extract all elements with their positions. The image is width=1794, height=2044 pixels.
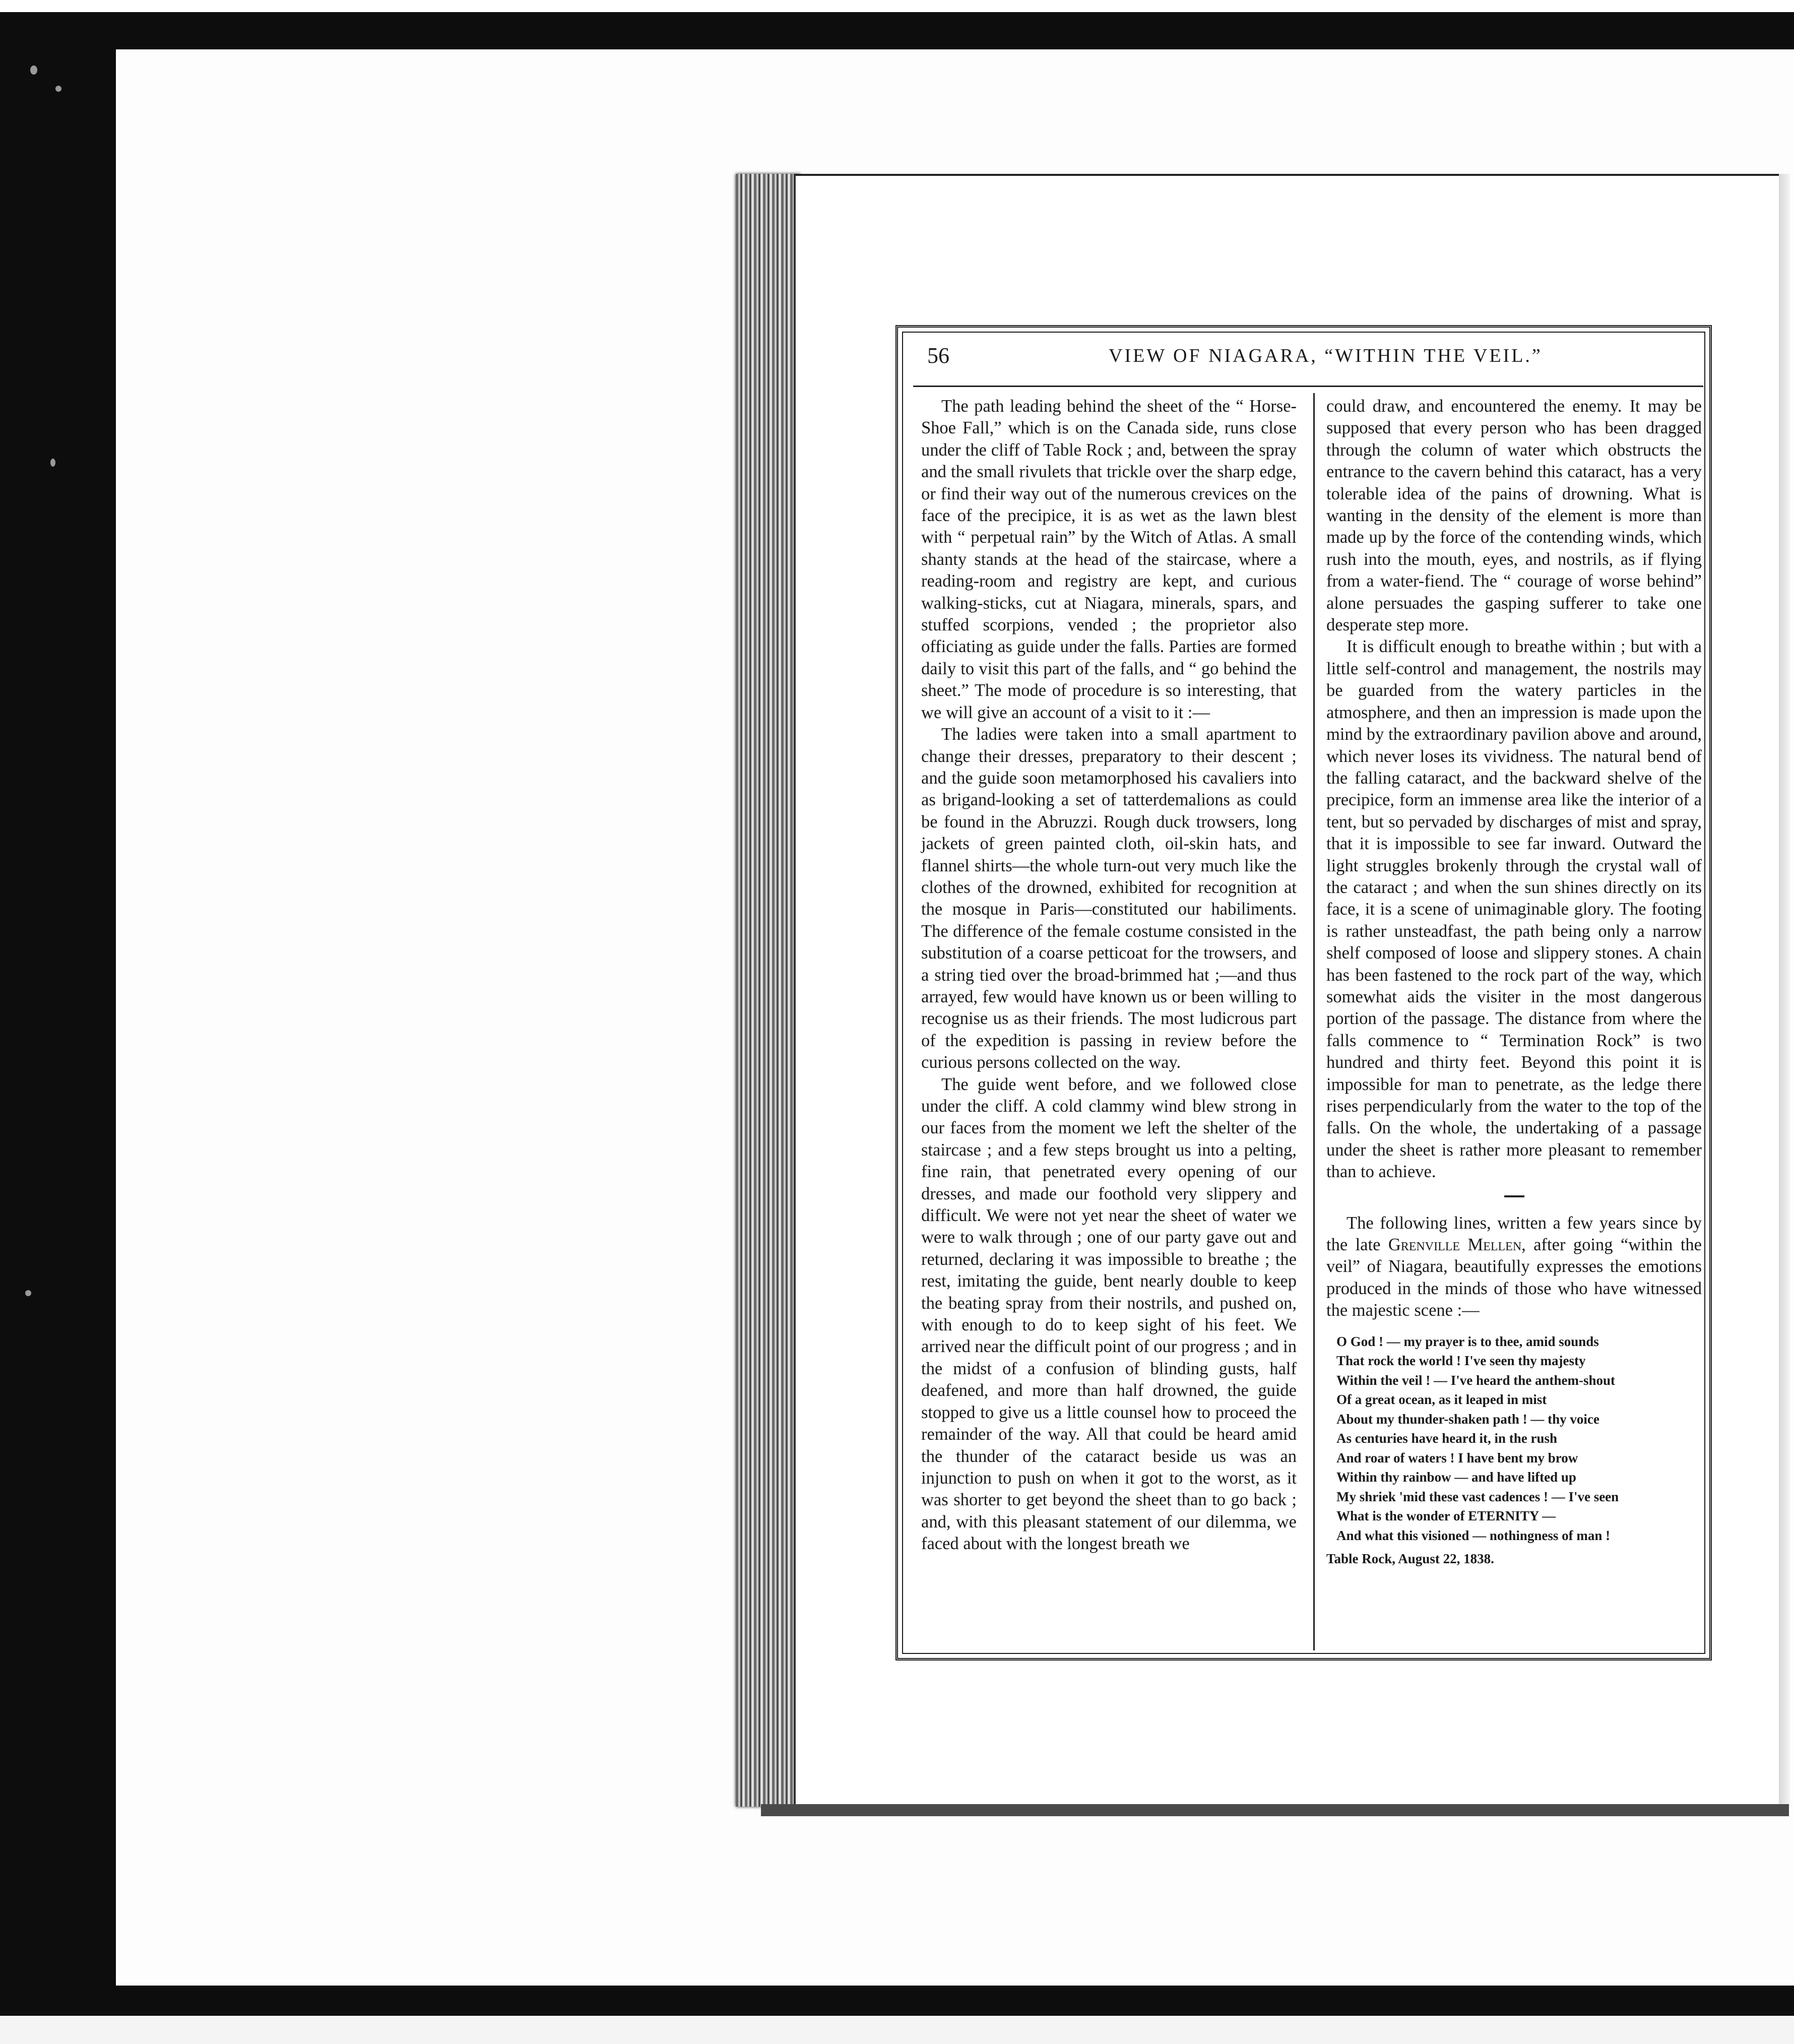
head-rule — [913, 386, 1703, 387]
right-column — [1326, 396, 1702, 1650]
poem-line: And what this visioned — nothingness of man ! — [1336, 1527, 1611, 1543]
poem-line: Of a great ocean, as it leaped in mist — [1336, 1392, 1547, 1408]
page-number: 56 — [927, 343, 949, 368]
left-column — [921, 396, 1297, 1650]
scan-top-border — [0, 0, 1794, 12]
poem-dateline: Table Rock, August 22, 1838. — [1326, 1551, 1494, 1567]
poem — [1336, 1332, 1702, 1546]
section-separator — [1504, 1195, 1524, 1197]
poem-line: Within thy rainbow — and have lifted up — [1336, 1470, 1576, 1485]
poem-intro — [1326, 1212, 1702, 1322]
poem-line: As centuries have heard it, in the rush — [1336, 1431, 1557, 1446]
page-shadow — [1779, 174, 1790, 1807]
paragraph: The guide went before, and we followed close under the cliff. A cold clammy wind blew strong in our faces from the moment we left the shelter of the staircase ; and a few steps brought us into a pelting, fine rain, that penetrated every opening of our dresses, and made our foothold very slippery and difficult. We were not yet near the sheet of water we were to walk through ; one of our party gave out and returned, declaring it was impossible to breathe ; the rest, imitating the guide, bent nearly double to keep the beating spray from their nostrils, and pushed on, with enough to do to keep sight of his feet. We arrived near the difficult point of our progress ; and in the midst of a confusion of blinding gusts, half deafened, and more than half drowned, the guide stopped to give us a little counsel how to proceed the remainder of the way. All that could be heard amid the thunder of the cataract beside us was an injunction to push on when it got to the worst, as it was shorter to get beyond the sheet than to go back ; and, with this pleasant statement of our dilemma, we faced about with the longest breath we — [921, 1074, 1297, 1554]
scan-speck — [50, 459, 55, 467]
poem-line: That rock the world ! I've seen thy majesty — [1336, 1353, 1586, 1369]
paragraph: It is difficult enough to breathe within ; but with a little self-control and management, the nostrils may be guarded from the watery particles in the atmosphere, and then an impression is made upon the mind by the extraordinary pavilion above and around, which never loses its vividness. The natural bend of the falling cataract, and the backward shelve of the precipice, form an immense area like the interior of a tent, but so pervaded by discharges of mist and spray, that it is impossible to see far inward. Outward the light struggles brokenly through the crystal wall of the cataract ; and when the sun shines directly on its face, it is a scene of unimaginable glory. The footing is rather unsteadfast, the path being only a narrow shelf composed of loose and slippery stones. A chain has been fastened to the rock part of the way, which somewhat aids the visiter in the most dangerous portion of the passage. The distance from where the falls commence to “ Termination Rock” is two hundred and thirty feet. Beyond this point it is impossible for man to penetrate, as the ledge there rises perpendicularly from the water to the top of the falls. On the whole, the undertaking of a passage under the sheet is rather more pleasant to remember than to achieve. — [1326, 637, 1702, 1182]
poem-line: What is the wonder of ETERNITY — — [1336, 1508, 1556, 1524]
running-head — [927, 343, 1703, 371]
page-shadow — [761, 1804, 1789, 1816]
author-name: Grenville Mellen — [1388, 1235, 1522, 1255]
scan-bottom-border — [0, 2016, 1794, 2044]
poem-line: Within the veil ! — I've heard the anthem-shout — [1336, 1372, 1616, 1388]
paragraph: The path leading behind the sheet of the “ Horse-Shoe Fall,” which is on the Canada side, runs close under the cliff of Table Rock ; and, between the spray and the small rivulets that trickle over the sharp edge, or find their way out of the numerous crevices on the face of the precipice, it is as wet as the lawn blest with “ perpetual rain” by the Witch of Atlas. A small shanty stands at the head of the staircase, where a reading-room and registry are kept, and curious walking-sticks, cut at Niagara, minerals, spars, and stuffed scorpions, vended ; the proprietor also officiating as guide under the falls. Parties are formed daily to visit this part of the falls, and “ go behind the sheet.” The mode of procedure is so interesting, that we will give an account of a visit to it :— — [921, 397, 1297, 722]
poem-line: My shriek 'mid these vast cadences ! — I've seen — [1336, 1489, 1619, 1504]
running-title: VIEW OF NIAGARA, “WITHIN THE VEIL.” — [1109, 345, 1543, 366]
paragraph: The ladies were taken into a small apartment to change their dresses, preparatory to their descent ; and the guide soon metamorphosed his cavaliers into as brigand-looking a set of tatterdemalions as could be found in the Abruzzi. Rough duck trowsers, long jackets of green painted cloth, oil-skin hats, and flannel shirts—the whole turn-out very much like the clothes of the drowned, exhibited for recognition at the mosque in Paris—constituted our habiliments. The difference of the female costume consisted in the substitution of a coarse petticoat for the trowsers, and a string tied over the broad-brimmed hat ;—and thus arrayed, few would have known us or been willing to recognise us as their friends. The most ludicrous part of the expedition is passing in review before the curious persons collected on the way. — [921, 725, 1297, 1072]
scan-speck — [30, 66, 37, 75]
book-page-edges — [736, 174, 800, 1807]
poem-line: O God ! — my prayer is to thee, amid sounds — [1336, 1333, 1599, 1349]
poem-line: About my thunder-shaken path ! — thy voice — [1336, 1411, 1599, 1427]
poem-line: And roar of waters ! I have bent my brow — [1336, 1450, 1578, 1465]
scan-speck — [25, 1290, 31, 1296]
paragraph: could draw, and encountered the enemy. It may be supposed that every person who has been dragged through the column of water which obstructs the entrance to the cavern behind this cataract, has a very tolerable idea of the pains of drowning. What is wanting in the density of the element is more than made up by the force of the contending winds, which rush into the mouth, eyes, and nostrils, as if flying from a water-fiend. The “ courage of worse behind” alone persuades the gasping sufferer to take one desperate step more. — [1326, 397, 1702, 635]
intro-text: , after going “within the veil” of Niagara, beautifully expresses the emotions produced in the minds of those who have witnessed the majestic scene :— — [1326, 1235, 1702, 1320]
intro-text: The following lines, written a few years since by the late — [1326, 1213, 1702, 1255]
scan-speck — [55, 86, 61, 92]
column-divider — [1313, 393, 1315, 1650]
